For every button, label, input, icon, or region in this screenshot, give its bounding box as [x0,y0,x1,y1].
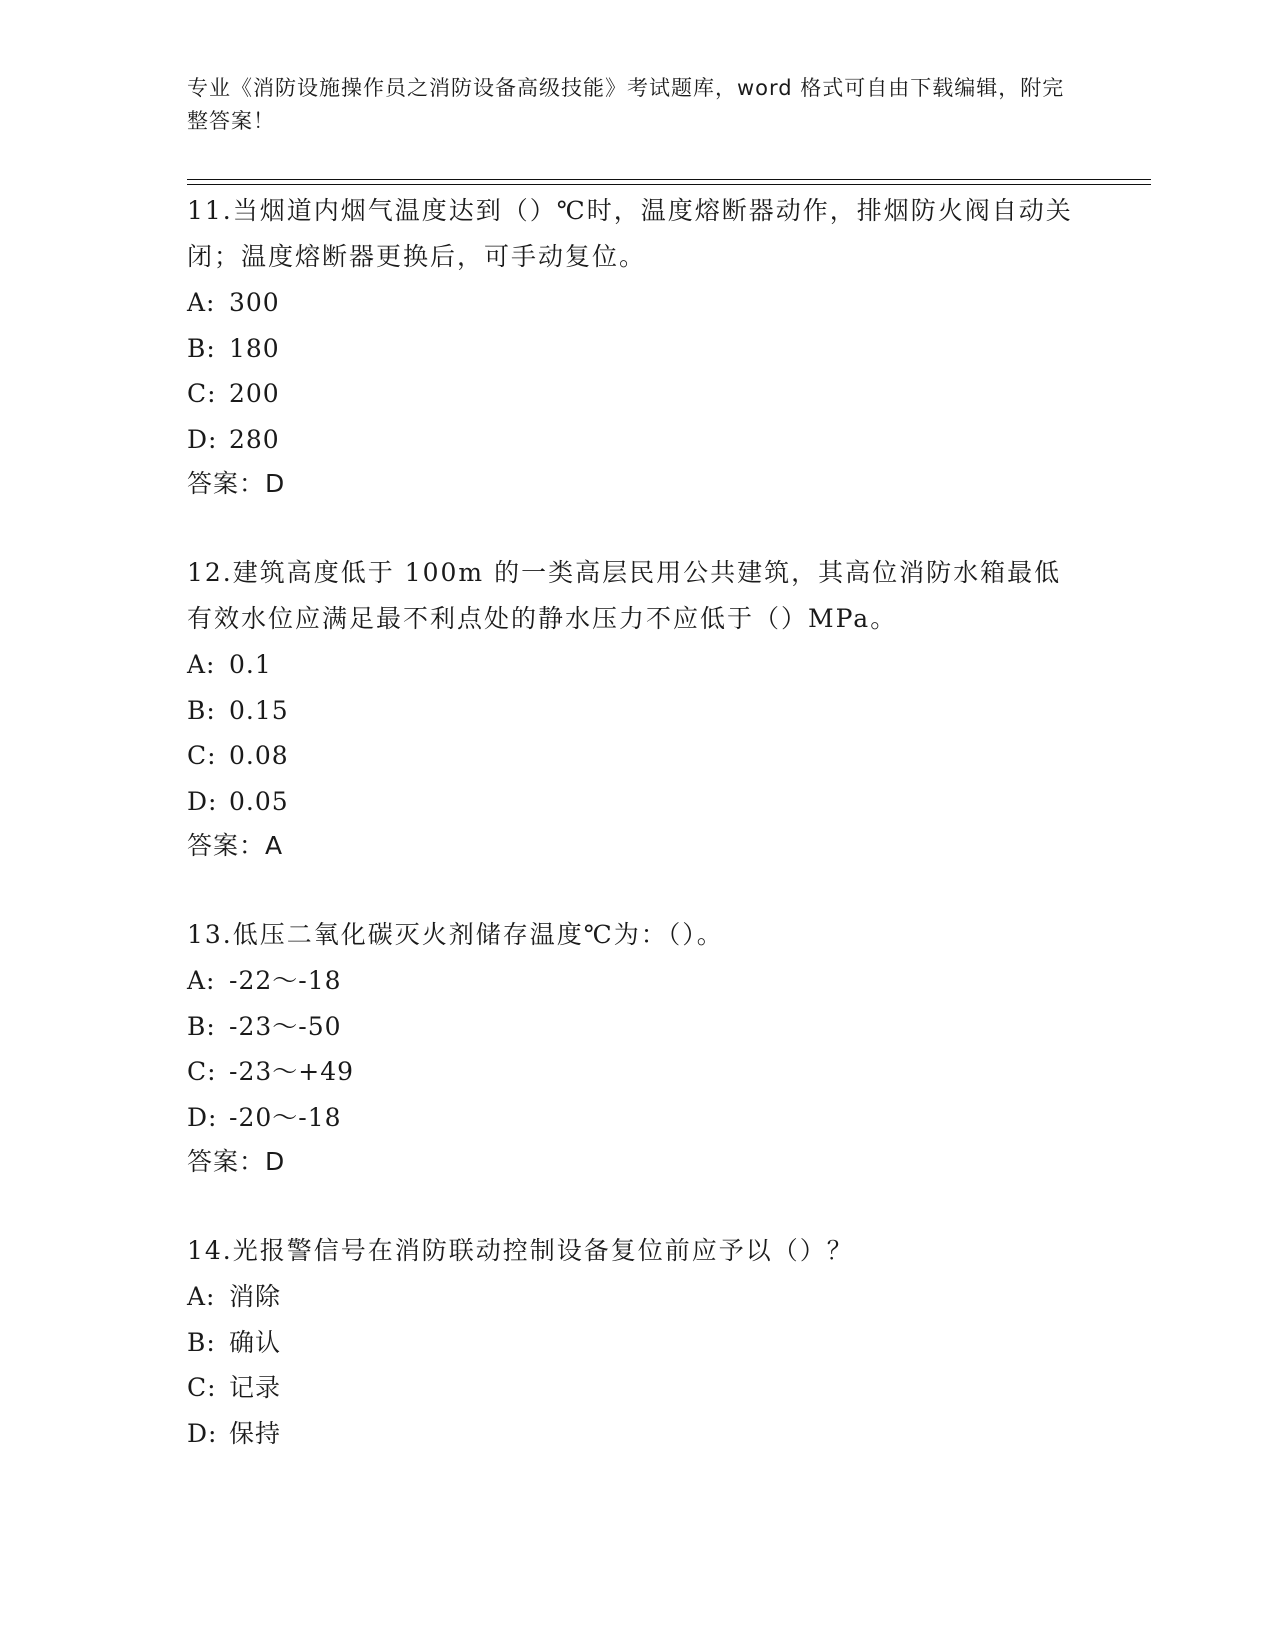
option-text: -20～-18 [229,1102,342,1132]
option-letter: C: [187,1373,217,1402]
question-stem: 14.光报警信号在消防联动控制设备复位前应予以（）？ [187,1236,854,1265]
document-header: 专业《消防设施操作员之消防设备高级技能》考试题库，word 格式可自由下载编辑，附完整答案！ [187,76,1065,133]
option-text: 保持 [229,1418,282,1448]
question-12 [187,550,1087,868]
option-text: -23～-50 [229,1011,342,1041]
header-divider-top [187,179,1151,180]
option-letter: B: [187,333,216,363]
question-stem: 12.建筑高度低于 100m 的一类高层民用公共建筑，其高位消防水箱最低有效水位应满足最不利点处的静水压力不应低于（）MPa。 [187,558,1062,633]
option-letter: D: [187,424,218,454]
question-list [187,188,1087,1500]
question-stem: 13.低压二氧化碳灭火剂储存温度℃为：（）。 [187,920,724,949]
option-letter: A: [187,288,216,317]
option-text: 300 [229,288,280,317]
option-text: 记录 [229,1373,282,1402]
option-b [187,1004,1087,1050]
option-d [187,1095,1087,1141]
option-text: -23～+49 [229,1057,355,1086]
option-letter: C: [187,741,217,770]
option-a [187,642,1087,688]
option-letter: A: [187,1282,216,1311]
option-letter: D: [187,1102,218,1132]
option-text: 消除 [229,1282,282,1311]
option-text: 0.05 [229,786,289,816]
option-letter: B: [187,695,216,725]
option-text: 180 [229,333,280,363]
option-d [187,1411,1087,1457]
option-text: 0.15 [229,695,289,725]
option-b [187,688,1087,734]
option-letter: B: [187,1011,216,1041]
answer-label: 答案：D [187,1147,286,1176]
option-c [187,1049,1087,1095]
option-a [187,958,1087,1004]
question-13 [187,912,1087,1184]
option-text: -22～-18 [229,966,342,995]
option-text: 确认 [229,1327,282,1357]
question-stem: 11.当烟道内烟气温度达到（）℃时，温度熔断器动作，排烟防火阀自动关闭；温度熔断器更换后，可手动复位。 [187,196,1073,271]
option-b [187,326,1087,372]
option-text: 0.1 [229,650,272,679]
option-letter: C: [187,1057,217,1086]
answer-label: 答案：D [187,469,286,498]
question-14 [187,1228,1087,1456]
option-a [187,280,1087,326]
option-d [187,779,1087,825]
option-letter: C: [187,379,217,408]
option-text: 280 [229,424,280,454]
option-text: 200 [229,379,280,408]
question-11 [187,188,1087,506]
option-b [187,1320,1087,1366]
option-letter: A: [187,650,216,679]
option-letter: A: [187,966,216,995]
option-c [187,371,1087,417]
option-text: 0.08 [229,741,289,770]
option-d [187,417,1087,463]
header-divider-bottom [187,184,1151,185]
option-c [187,1365,1087,1411]
option-c [187,733,1087,779]
answer-label: 答案：A [187,831,284,860]
option-a [187,1274,1087,1320]
option-letter: D: [187,786,218,816]
option-letter: D: [187,1418,218,1448]
option-letter: B: [187,1327,216,1357]
